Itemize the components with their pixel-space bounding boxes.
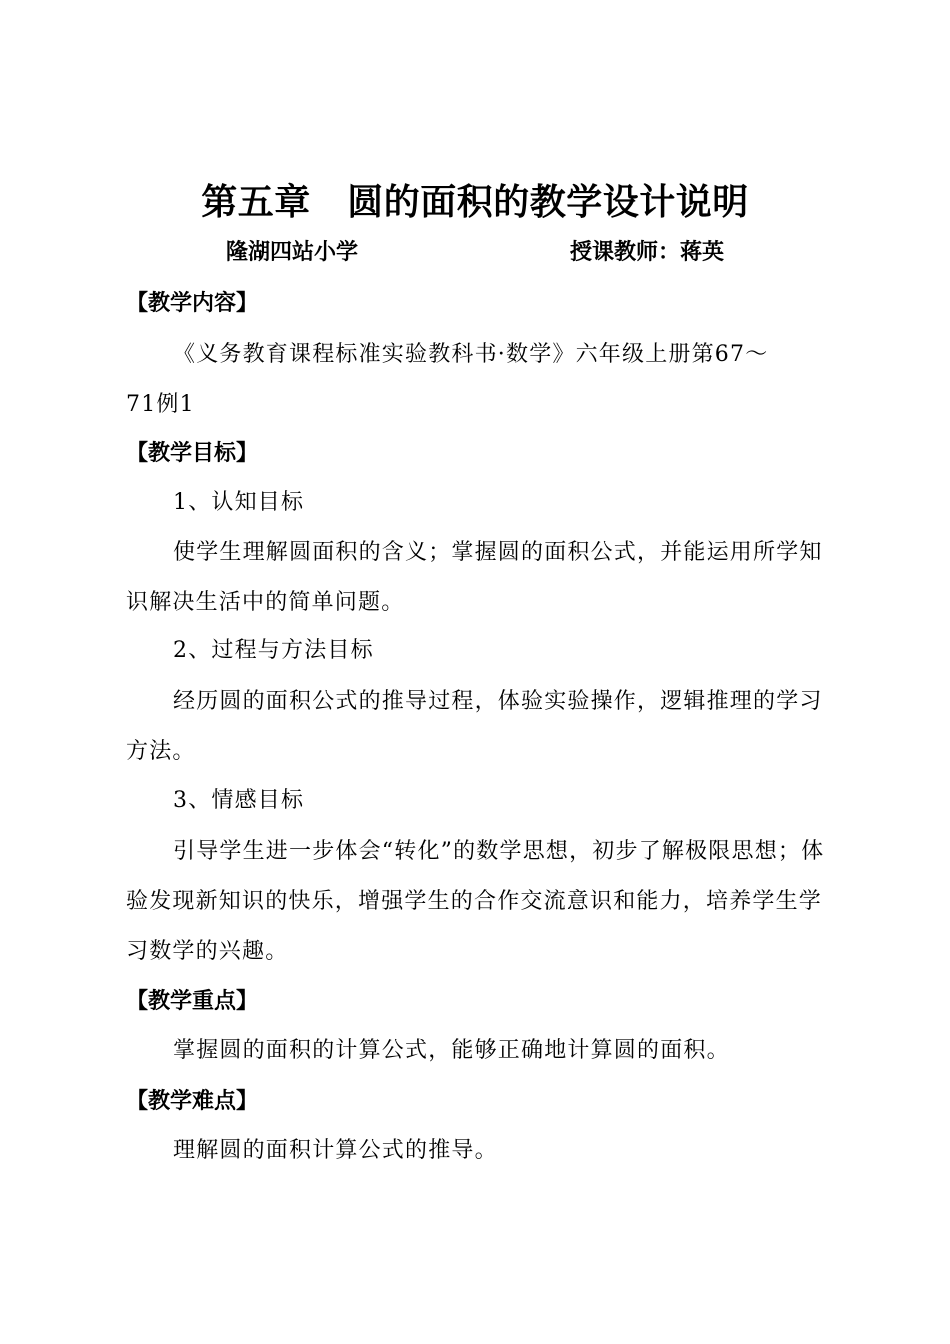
section-heading-goals: 【教学目标】 [126,440,259,466]
goal2-title: 2、过程与方法目标 [173,638,374,663]
goal1-title: 1、认知目标 [173,490,305,515]
section-heading-difficulties: 【教学难点】 [126,1088,259,1114]
teacher-name: 授课教师：蒋英 [570,239,725,265]
goal2-text: 经历圆的面积公式的推导过程，体验实验操作，逻辑推理的学习方法。 [126,689,823,764]
content-text-line1: 《义务教育课程标准实验教科书·数学》六年级上册第67～ [173,342,769,367]
key-points-text: 掌握圆的面积的计算公式，能够正确地计算圆的面积。 [173,1038,730,1063]
section-heading-key-points: 【教学重点】 [126,988,259,1014]
goal3-text: 引导学生进一步体会“转化”的数学思想，初步了解极限思想；体验发现新知识的快乐，增强学生的合作交流意识和能力，培养学生学习数学的兴趣。 [126,839,825,964]
section-heading-content: 【教学内容】 [126,290,259,316]
goal1-text: 使学生理解圆面积的含义；掌握圆的面积公式，并能运用所学知识解决生活中的简单问题。 [126,540,823,615]
goal3-title: 3、情感目标 [173,788,305,813]
document-title: 第五章 圆的面积的教学设计说明 [201,181,749,223]
school-name: 隆湖四站小学 [226,239,359,265]
content-text-line2: 71例1 [126,392,195,417]
difficulties-text: 理解圆的面积计算公式的推导。 [173,1138,498,1163]
